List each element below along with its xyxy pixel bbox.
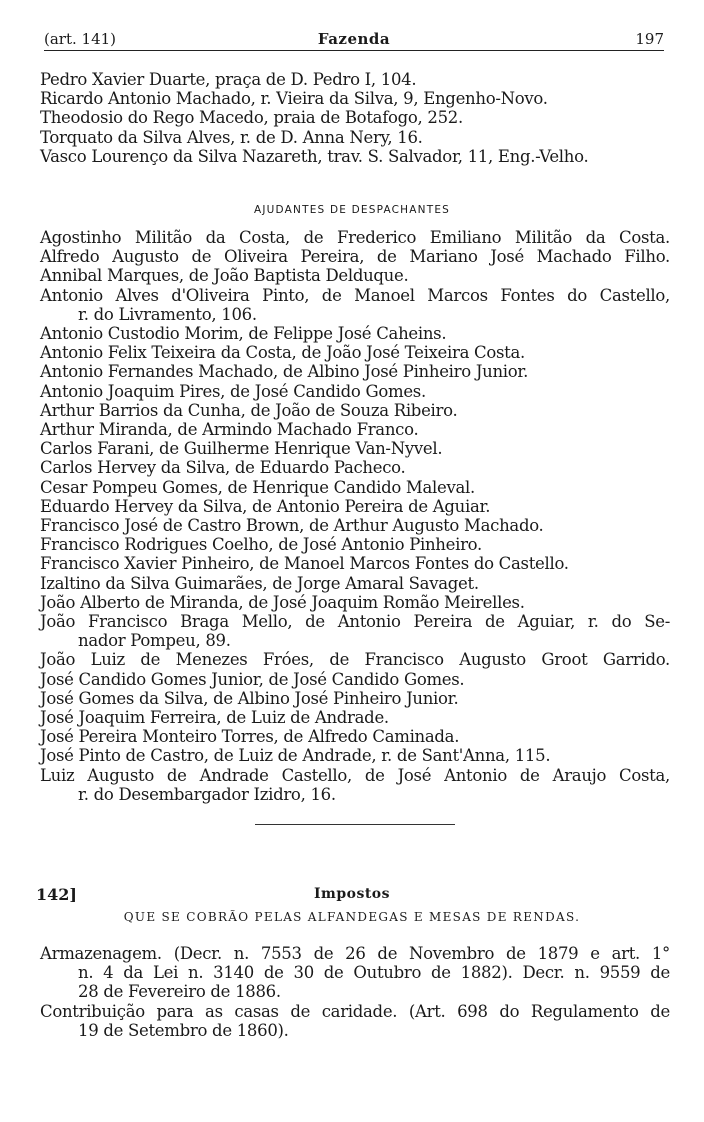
section-divider [255, 824, 455, 825]
entry-line: Antonio Custodio Morim, de Felippe José Caheins. [40, 324, 447, 344]
article-reference: (art. 141) [44, 30, 117, 48]
entry-line: Luiz Augusto de Andrade Castello, de José Antonio de Araujo Costa, [40, 765, 670, 785]
entry-line: n. 4 da Lei n. 3140 de 30 de Outubro de 1882). Decr. n. 9559 de [78, 963, 670, 983]
entry-line: Antonio Felix Teixeira da Costa, de João José Teixeira Costa. [40, 343, 525, 363]
entry-line: Carlos Farani, de Guilherme Henrique Van-Nyvel. [40, 439, 443, 459]
entry-line: Theodosio do Rego Macedo, praia de Botafogo, 252. [40, 108, 463, 128]
entry-line: Ricardo Antonio Machado, r. Vieira da Silva, 9, Engenho-Novo. [40, 89, 548, 109]
impostos-heading: Impostos [313, 886, 391, 902]
entry-line: Alfredo Augusto de Oliveira Pereira, de Mariano José Machado Filho. [40, 247, 670, 267]
page-number: 197 [635, 30, 664, 48]
entry-line: Vasco Lourenço da Silva Nazareth, trav. S. Salvador, 11, Eng.-Velho. [40, 146, 589, 166]
entry-line: Arthur Barrios da Cunha, de João de Souza Ribeiro. [40, 400, 458, 420]
entry-line: Armazenagem. (Decr. n. 7553 de 26 de Novembro de 1879 e art. 1° [40, 944, 670, 963]
running-title: Fazenda [317, 30, 391, 48]
entry-line: r. do Livramento, 106. [78, 304, 257, 324]
entry-line: João Alberto de Miranda, de José Joaquim Romão Meirelles. [40, 592, 525, 612]
entry-line: Eduardo Hervey da Silva, de Antonio Pereira de Aguiar. [40, 496, 491, 516]
entry-line: Antonio Alves d'Oliveira Pinto, de Manoel Marcos Fontes do Castello, [40, 285, 670, 305]
entry-line: Annibal Marques, de João Baptista Delduque. [40, 266, 409, 286]
entry-line: Antonio Fernandes Machado, de Albino José Pinheiro Junior. [40, 362, 529, 382]
entry-line: Carlos Hervey da Silva, de Eduardo Pacheco. [40, 458, 406, 478]
section-number: 142] [36, 885, 77, 904]
entry-line: Pedro Xavier Duarte, praça de D. Pedro I, 104. [40, 70, 417, 89]
impostos-subheading: QUE SE COBRÃO PELAS ALFANDEGAS E MESAS DE RENDAS. [123, 910, 581, 924]
entry-line: Francisco José de Castro Brown, de Arthur Augusto Machado. [40, 516, 544, 536]
ajudantes-list [40, 228, 670, 804]
entry-line: r. do Desembargador Izidro, 16. [78, 784, 336, 804]
entry-line: Arthur Miranda, de Armindo Machado Franco. [40, 420, 419, 440]
entry-line: 28 de Fevereiro de 1886. [78, 982, 281, 1002]
ajudantes-heading: AJUDANTES DE DESPACHANTES [253, 204, 451, 216]
page-header [44, 28, 664, 51]
entry-line: Cesar Pompeu Gomes, de Henrique Candido Maleval. [40, 477, 475, 497]
entry-line: José Pereira Monteiro Torres, de Alfredo Caminada. [40, 727, 460, 747]
entry-line: João Luiz de Menezes Fróes, de Francisco Augusto Groot Garrido. [40, 650, 670, 670]
entry-line: Francisco Rodrigues Coelho, de José Antonio Pinheiro. [40, 535, 482, 555]
entry-line: nador Pompeu, 89. [78, 631, 231, 651]
entry-line: Contribuição para as casas de caridade. (Art. 698 do Regulamento de [40, 1001, 670, 1021]
entry-line: Torquato da Silva Alves, r. de D. Anna Nery, 16. [40, 127, 423, 147]
entry-line: João Francisco Braga Mello, de Antonio Pereira de Aguiar, r. do Se- [40, 612, 670, 632]
entry-line: Francisco Xavier Pinheiro, de Manoel Marcos Fontes do Castello. [40, 554, 569, 574]
entry-line: José Candido Gomes Junior, de José Candido Gomes. [40, 669, 465, 689]
impostos-list [40, 944, 670, 1040]
entry-line: 19 de Setembro de 1860). [78, 1020, 289, 1040]
entry-line: Izaltino da Silva Guimarães, de Jorge Amaral Savaget. [40, 573, 479, 593]
entry-line: José Gomes da Silva, de Albino José Pinheiro Junior. [40, 688, 459, 708]
despachantes-continuation [40, 70, 670, 166]
entry-line: José Pinto de Castro, de Luiz de Andrade, r. de Sant'Anna, 115. [40, 746, 551, 766]
entry-line: Agostinho Militão da Costa, de Frederico Emiliano Militão da Costa. [40, 228, 670, 247]
entry-line: Antonio Joaquim Pires, de José Candido Gomes. [40, 381, 426, 401]
entry-line: José Joaquim Ferreira, de Luiz de Andrade. [40, 708, 389, 728]
